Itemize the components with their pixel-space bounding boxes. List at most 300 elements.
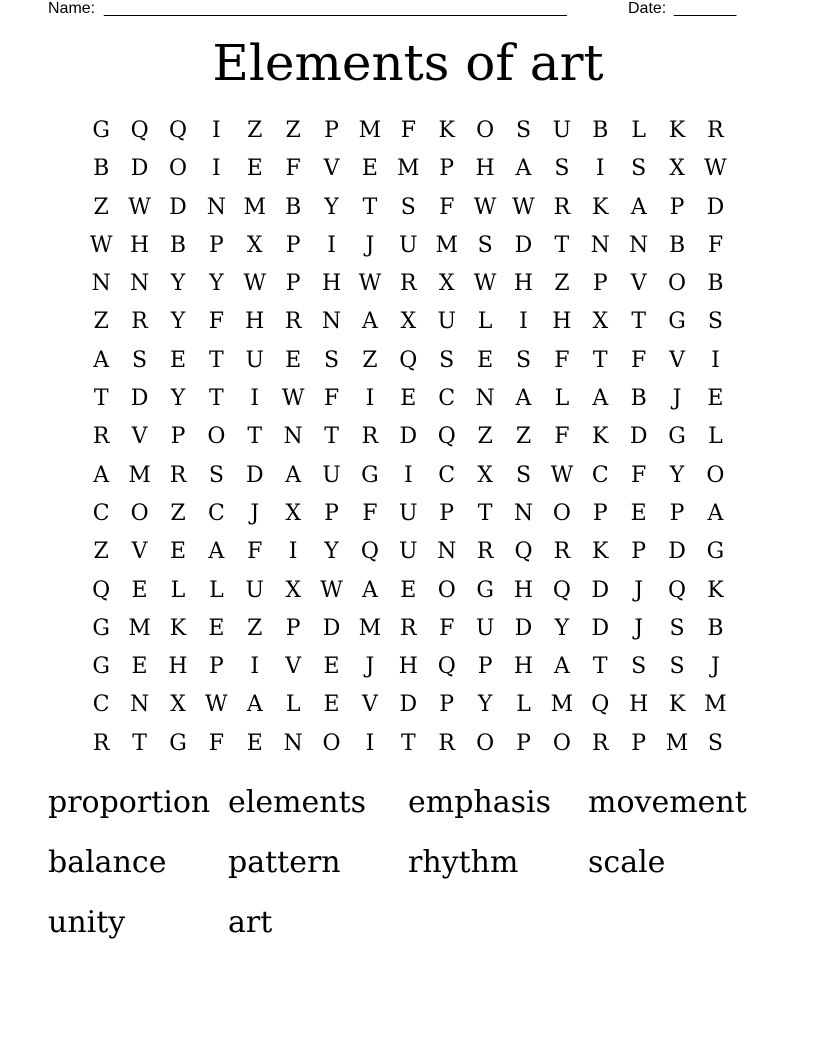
grid-cell: Z <box>247 615 263 641</box>
grid-cell: L <box>516 692 531 718</box>
grid-cell: M <box>358 615 382 641</box>
grid-cell: F <box>247 539 263 565</box>
grid-cell: M <box>128 615 151 641</box>
grid-cell: I <box>212 156 221 182</box>
grid-cell: K <box>592 539 609 565</box>
grid-cell: Q <box>514 539 533 565</box>
grid-cell: W <box>205 692 228 718</box>
grid-cell: N <box>206 194 226 220</box>
grid-cell: P <box>592 500 608 526</box>
grid-cell: M <box>665 730 689 756</box>
grid-cell: V <box>361 692 378 718</box>
grid-cell: E <box>361 156 378 182</box>
grid-cell: I <box>365 386 375 412</box>
grid-cell: J <box>250 500 260 526</box>
grid-cell: E <box>169 539 186 565</box>
grid-cell: P <box>208 654 224 680</box>
grid-cell: M <box>358 118 382 143</box>
grid-cell: F <box>554 424 570 450</box>
grid-cell: O <box>322 730 341 756</box>
grid-cell: S <box>132 347 148 373</box>
grid-cell: Y <box>324 194 339 220</box>
grid-cell: D <box>130 156 149 182</box>
grid-cell: Q <box>168 118 187 143</box>
grid-cell: L <box>477 309 493 335</box>
word-list-item: proportion <box>48 785 211 820</box>
grid-cell: I <box>711 347 720 373</box>
grid-cell: R <box>92 730 110 756</box>
grid-cell: J <box>672 386 682 412</box>
grid-cell: P <box>516 730 531 756</box>
grid-cell: R <box>553 539 571 565</box>
grid-cell: S <box>631 156 647 182</box>
grid-cell: E <box>400 386 417 412</box>
grid-cell: W <box>473 271 497 297</box>
grid-cell: Q <box>437 654 456 680</box>
grid-cell: Y <box>669 462 685 488</box>
grid-cell: E <box>131 654 148 680</box>
grid-cell: G <box>668 309 686 335</box>
grid-cell: N <box>283 424 303 450</box>
grid-cell: D <box>169 194 187 220</box>
grid-cell: J <box>634 615 644 641</box>
grid-cell: T <box>209 347 224 373</box>
grid-cell: V <box>630 271 647 297</box>
grid-cell: S <box>669 654 685 680</box>
grid-cell: G <box>92 118 110 143</box>
grid-cell: A <box>515 386 532 412</box>
grid-cell: R <box>591 730 609 756</box>
grid-cell: E <box>630 500 647 526</box>
grid-cell: O <box>668 271 687 297</box>
name-label: Name: <box>48 0 96 17</box>
grid-cell: P <box>439 500 455 526</box>
grid-cell: F <box>362 500 378 526</box>
grid-cell: A <box>93 347 110 373</box>
grid-cell: Q <box>591 692 610 718</box>
grid-cell: H <box>321 271 342 297</box>
grid-cell: P <box>439 692 455 718</box>
grid-cell: S <box>554 156 570 182</box>
grid-cell: J <box>365 654 375 680</box>
grid-cell: Z <box>362 347 378 373</box>
grid-cell: A <box>361 577 378 603</box>
grid-cell: D <box>322 615 341 641</box>
grid-cell: I <box>403 462 413 488</box>
grid-cell: I <box>250 654 260 680</box>
grid-cell: C <box>438 386 456 412</box>
grid-cell: D <box>399 424 418 450</box>
grid-cell: D <box>629 424 648 450</box>
grid-cell: P <box>477 654 493 680</box>
grid-cell: P <box>285 232 301 258</box>
word-list-item: pattern <box>228 845 341 880</box>
grid-cell: Z <box>285 118 301 143</box>
grid-cell: Z <box>170 500 186 526</box>
grid-cell: Q <box>437 424 456 450</box>
grid-cell: H <box>513 577 534 603</box>
grid-cell: X <box>400 309 417 335</box>
grid-cell: Y <box>209 271 224 297</box>
grid-cell: S <box>515 462 532 488</box>
grid-cell: R <box>92 424 110 450</box>
grid-cell: Q <box>399 347 418 373</box>
grid-cell: E <box>323 654 340 680</box>
grid-cell: O <box>168 156 187 182</box>
grid-cell: I <box>212 118 221 143</box>
word-list-item: rhythm <box>408 845 519 880</box>
grid-cell: M <box>435 232 458 258</box>
grid-cell: S <box>515 118 532 143</box>
grid-cell: E <box>131 577 148 603</box>
grid-cell: T <box>592 654 608 680</box>
grid-cell: I <box>288 539 298 565</box>
grid-cell: U <box>399 500 418 526</box>
grid-cell: W <box>704 156 727 182</box>
grid-cell: F <box>631 462 647 488</box>
grid-cell: L <box>708 424 723 450</box>
grid-cell: F <box>439 194 455 220</box>
grid-cell: S <box>707 730 723 756</box>
grid-cell: G <box>92 654 110 680</box>
word-list-item: scale <box>588 845 666 880</box>
grid-cell: O <box>706 462 725 488</box>
grid-cell: W <box>358 271 382 297</box>
grid-cell: Y <box>554 615 570 641</box>
grid-cell: R <box>169 462 187 488</box>
grid-cell: M <box>243 194 267 220</box>
grid-cell: Z <box>515 424 532 450</box>
grid-cell: R <box>553 194 571 220</box>
grid-cell: Y <box>170 386 186 412</box>
page-title: Elements of art <box>212 34 604 92</box>
grid-cell: A <box>93 462 110 488</box>
grid-cell: C <box>92 500 110 526</box>
grid-cell: N <box>129 692 150 718</box>
grid-cell: X <box>477 462 493 488</box>
grid-cell: O <box>476 730 495 756</box>
grid-cell: S <box>477 232 493 258</box>
grid-cell: Z <box>247 118 263 143</box>
grid-cell: L <box>170 577 186 603</box>
grid-cell: B <box>93 156 110 182</box>
grid-cell: Y <box>324 539 339 565</box>
grid-cell: U <box>245 577 265 603</box>
grid-cell: V <box>323 156 340 182</box>
grid-cell: L <box>554 386 570 412</box>
grid-cell: U <box>437 309 456 335</box>
grid-cell: V <box>131 424 148 450</box>
grid-cell: N <box>513 500 534 526</box>
grid-cell: R <box>400 271 417 297</box>
grid-cell: Q <box>360 539 379 565</box>
grid-cell: H <box>513 654 534 680</box>
word-list-item: elements <box>228 785 367 820</box>
grid-cell: V <box>285 654 302 680</box>
grid-cell: K <box>592 424 609 450</box>
grid-cell: A <box>592 386 609 412</box>
grid-cell: S <box>400 194 416 220</box>
grid-cell: L <box>631 118 646 143</box>
word-list-item: movement <box>588 785 747 820</box>
grid-cell: N <box>590 232 610 258</box>
grid-cell: S <box>208 462 224 488</box>
grid-cell: G <box>668 424 686 450</box>
grid-cell: W <box>320 577 343 603</box>
grid-cell: T <box>631 309 646 335</box>
grid-cell: T <box>324 424 339 450</box>
grid-cell: P <box>631 539 647 565</box>
grid-cell: C <box>92 692 110 718</box>
grid-cell: S <box>439 347 455 373</box>
grid-cell: G <box>92 615 110 641</box>
grid-cell: D <box>591 615 610 641</box>
grid-cell: H <box>552 309 572 335</box>
grid-cell: R <box>284 309 302 335</box>
grid-cell: B <box>668 232 686 258</box>
grid-cell: N <box>91 271 111 297</box>
grid-cell: A <box>285 462 302 488</box>
grid-cell: K <box>668 118 686 143</box>
grid-cell: T <box>209 386 224 412</box>
word-list-item: emphasis <box>408 785 551 820</box>
grid-cell: M <box>550 692 574 718</box>
grid-cell: P <box>592 271 608 297</box>
grid-cell: F <box>285 156 301 182</box>
grid-cell: D <box>514 615 533 641</box>
grid-cell: L <box>285 692 301 718</box>
grid-cell: P <box>439 156 455 182</box>
grid-cell: S <box>631 654 647 680</box>
grid-cell: U <box>399 232 418 258</box>
grid-cell: Z <box>477 424 493 450</box>
word-list-item: balance <box>48 845 167 880</box>
grid-cell: Q <box>92 577 111 603</box>
grid-cell: A <box>553 654 570 680</box>
grid-cell: B <box>707 271 724 297</box>
grid-cell: A <box>246 692 263 718</box>
grid-cell: T <box>554 232 570 258</box>
grid-cell: W <box>281 386 305 412</box>
grid-cell: I <box>519 309 528 335</box>
grid-cell: N <box>129 271 150 297</box>
grid-cell: C <box>438 462 456 488</box>
grid-cell: T <box>132 730 147 756</box>
grid-cell: W <box>512 194 535 220</box>
grid-cell: H <box>168 654 188 680</box>
grid-cell: B <box>707 615 724 641</box>
grid-cell: N <box>437 539 457 565</box>
grid-cell: V <box>131 539 148 565</box>
grid-cell: T <box>592 347 608 373</box>
date-label: Date: <box>628 0 667 17</box>
grid-cell: H <box>513 271 534 297</box>
grid-cell: X <box>285 577 301 603</box>
grid-cell: T <box>400 730 416 756</box>
grid-cell: D <box>591 577 610 603</box>
grid-cell: F <box>208 730 224 756</box>
grid-cell: K <box>438 118 455 143</box>
grid-cell: P <box>208 232 224 258</box>
grid-cell: F <box>554 347 570 373</box>
grid-cell: E <box>246 730 263 756</box>
grid-cell: H <box>129 232 150 258</box>
grid-cell: G <box>706 539 725 565</box>
grid-cell: A <box>361 309 378 335</box>
name-field[interactable]: ____________________________________________________ <box>104 0 567 17</box>
grid-cell: Y <box>477 692 493 718</box>
word-list-item: unity <box>48 905 126 940</box>
grid-cell: F <box>439 615 455 641</box>
grid-cell: P <box>631 730 647 756</box>
grid-cell: A <box>515 156 532 182</box>
grid-cell: M <box>704 692 727 718</box>
grid-cell: S <box>324 347 340 373</box>
grid-cell: Z <box>93 309 109 335</box>
grid-cell: D <box>399 692 418 718</box>
grid-cell: Z <box>93 539 109 565</box>
grid-cell: U <box>245 347 265 373</box>
grid-cell: Y <box>170 271 186 297</box>
grid-cell: F <box>400 118 416 143</box>
grid-cell: D <box>245 462 264 488</box>
grid-cell: R <box>476 539 494 565</box>
grid-cell: J <box>634 577 644 603</box>
grid-cell: K <box>592 194 609 220</box>
grid-cell: X <box>438 271 455 297</box>
grid-cell: N <box>321 309 342 335</box>
grid-cell: R <box>438 730 455 756</box>
grid-cell: C <box>591 462 609 488</box>
grid-cell: R <box>707 118 724 143</box>
grid-cell: O <box>552 730 571 756</box>
grid-cell: B <box>630 386 647 412</box>
grid-cell: W <box>473 194 497 220</box>
word-list <box>48 780 768 960</box>
grid-cell: V <box>669 347 685 373</box>
grid-cell: X <box>246 232 263 258</box>
grid-cell: U <box>475 615 495 641</box>
grid-cell: E <box>208 615 225 641</box>
grid-cell: G <box>361 462 379 488</box>
grid-cell: P <box>324 500 339 526</box>
grid-cell: K <box>668 692 686 718</box>
grid-cell: H <box>475 156 495 182</box>
grid-cell: D <box>514 232 533 258</box>
grid-cell: E <box>285 347 302 373</box>
grid-cell: W <box>243 271 267 297</box>
grid-cell: A <box>707 500 724 526</box>
grid-cell: E <box>707 386 724 412</box>
grid-cell: D <box>130 386 149 412</box>
grid-cell: O <box>552 500 571 526</box>
grid-cell: X <box>669 156 685 182</box>
grid-cell: X <box>592 309 609 335</box>
letter-grid <box>82 112 734 763</box>
grid-cell: Y <box>170 309 186 335</box>
grid-cell: E <box>169 347 186 373</box>
grid-cell: O <box>207 424 226 450</box>
grid-cell: K <box>707 577 724 603</box>
grid-cell: R <box>400 615 417 641</box>
word-list-item: art <box>228 905 273 940</box>
grid-cell: W <box>89 232 113 258</box>
grid-cell: O <box>476 118 495 143</box>
grid-cell: F <box>631 347 647 373</box>
grid-cell: M <box>128 462 151 488</box>
grid-cell: U <box>322 462 341 488</box>
grid-cell: T <box>362 194 378 220</box>
grid-cell: P <box>170 424 186 450</box>
grid-cell: H <box>398 654 418 680</box>
grid-cell: P <box>285 271 301 297</box>
grid-cell: B <box>592 118 609 143</box>
grid-cell: Q <box>130 118 149 143</box>
grid-cell: X <box>170 692 186 718</box>
grid-cell: C <box>207 500 225 526</box>
grid-cell: L <box>209 577 224 603</box>
grid-cell: P <box>324 118 339 143</box>
grid-cell: P <box>669 500 685 526</box>
grid-cell: F <box>208 309 224 335</box>
grid-cell: X <box>285 500 301 526</box>
header-line <box>48 0 748 20</box>
grid-cell: O <box>437 577 456 603</box>
grid-cell: K <box>169 615 187 641</box>
grid-cell: E <box>400 577 417 603</box>
grid-cell: Q <box>552 577 571 603</box>
grid-cell: H <box>245 309 265 335</box>
grid-cell: N <box>475 386 495 412</box>
grid-cell: S <box>707 309 723 335</box>
grid-cell: T <box>93 386 109 412</box>
grid-cell: T <box>247 424 263 450</box>
grid-cell: G <box>476 577 494 603</box>
grid-cell: G <box>169 730 187 756</box>
grid-cell: W <box>128 194 151 220</box>
grid-cell: I <box>327 232 336 258</box>
grid-cell: U <box>552 118 572 143</box>
grid-cell: J <box>711 654 720 680</box>
grid-cell: P <box>285 615 301 641</box>
grid-cell: H <box>629 692 649 718</box>
grid-cell: B <box>285 194 302 220</box>
grid-cell: D <box>706 194 725 220</box>
grid-cell: S <box>669 615 685 641</box>
grid-cell: D <box>668 539 686 565</box>
grid-cell: E <box>477 347 494 373</box>
grid-cell: I <box>595 156 605 182</box>
grid-cell: S <box>515 347 532 373</box>
grid-cell: T <box>477 500 493 526</box>
grid-cell: N <box>629 232 649 258</box>
grid-cell: W <box>550 462 574 488</box>
grid-cell: U <box>399 539 418 565</box>
grid-cell: R <box>361 424 379 450</box>
grid-cell: E <box>246 156 263 182</box>
grid-cell: F <box>707 232 724 258</box>
grid-cell: R <box>131 309 148 335</box>
grid-cell: O <box>130 500 149 526</box>
grid-cell: Q <box>668 577 687 603</box>
date-field[interactable]: _______ <box>674 0 737 17</box>
grid-cell: Z <box>93 194 109 220</box>
grid-cell: J <box>365 232 375 258</box>
grid-cell: I <box>250 386 260 412</box>
grid-cell: I <box>365 730 375 756</box>
grid-cell: N <box>283 730 303 756</box>
grid-cell: B <box>169 232 187 258</box>
